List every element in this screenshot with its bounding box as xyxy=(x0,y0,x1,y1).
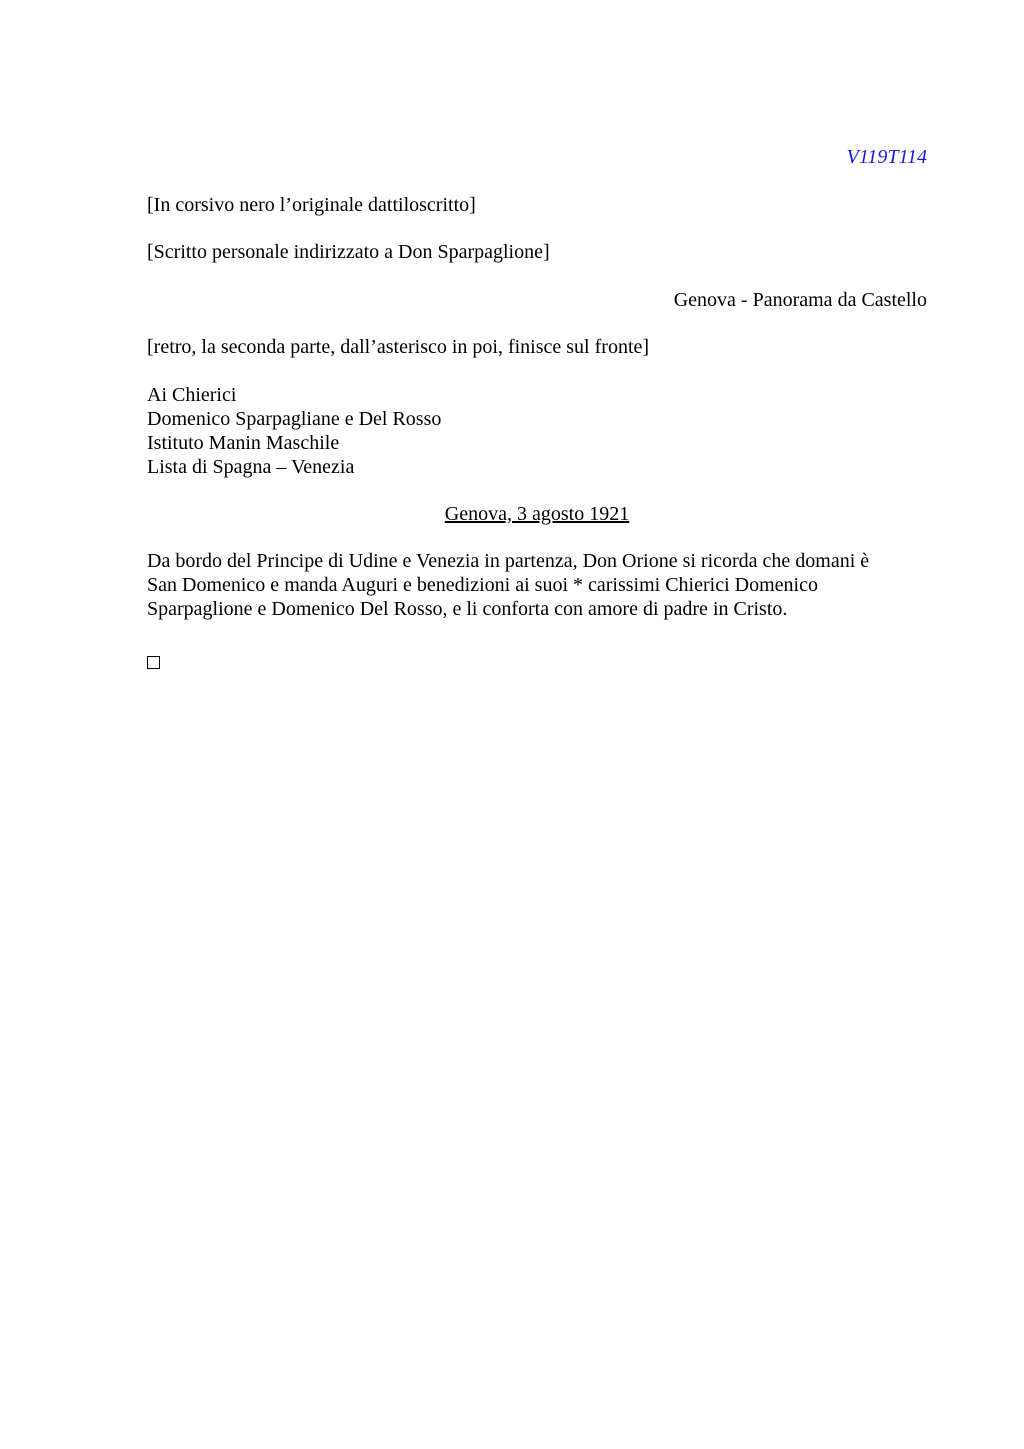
postcard-caption: Genova - Panorama da Castello xyxy=(673,289,927,311)
date-text: Genova, 3 agosto 1921 xyxy=(444,503,630,525)
body-line: Sparpaglione e Domenico Del Rosso, e li conforta con amore di padre in Cristo. xyxy=(147,598,788,620)
note-retro: [retro, la seconda parte, dall’asterisco in poi, finisce sul fronte] xyxy=(147,336,650,358)
address-line: Istituto Manin Maschile xyxy=(147,432,340,454)
note-personal-writing: [Scritto personale indirizzato a Don Sparpaglione] xyxy=(147,241,550,263)
address-line: Domenico Sparpagliane e Del Rosso xyxy=(147,408,442,430)
address-line: Ai Chierici xyxy=(147,384,237,406)
body-line: Da bordo del Principe di Udine e Venezia in partenza, Don Orione si ricorda che domani è xyxy=(147,550,870,572)
address-line: Lista di Spagna – Venezia xyxy=(147,456,355,478)
note-original-typescript: [In corsivo nero l’originale dattiloscritto] xyxy=(147,194,476,216)
document-id: V119T114 xyxy=(846,146,927,168)
empty-square-icon xyxy=(147,656,160,669)
letter-body xyxy=(147,549,937,621)
date-line xyxy=(147,502,927,526)
body-line: San Domenico e manda Auguri e benedizioni ai suoi * carissimi Chierici Domenico xyxy=(147,574,818,596)
recipient-address xyxy=(147,383,441,479)
